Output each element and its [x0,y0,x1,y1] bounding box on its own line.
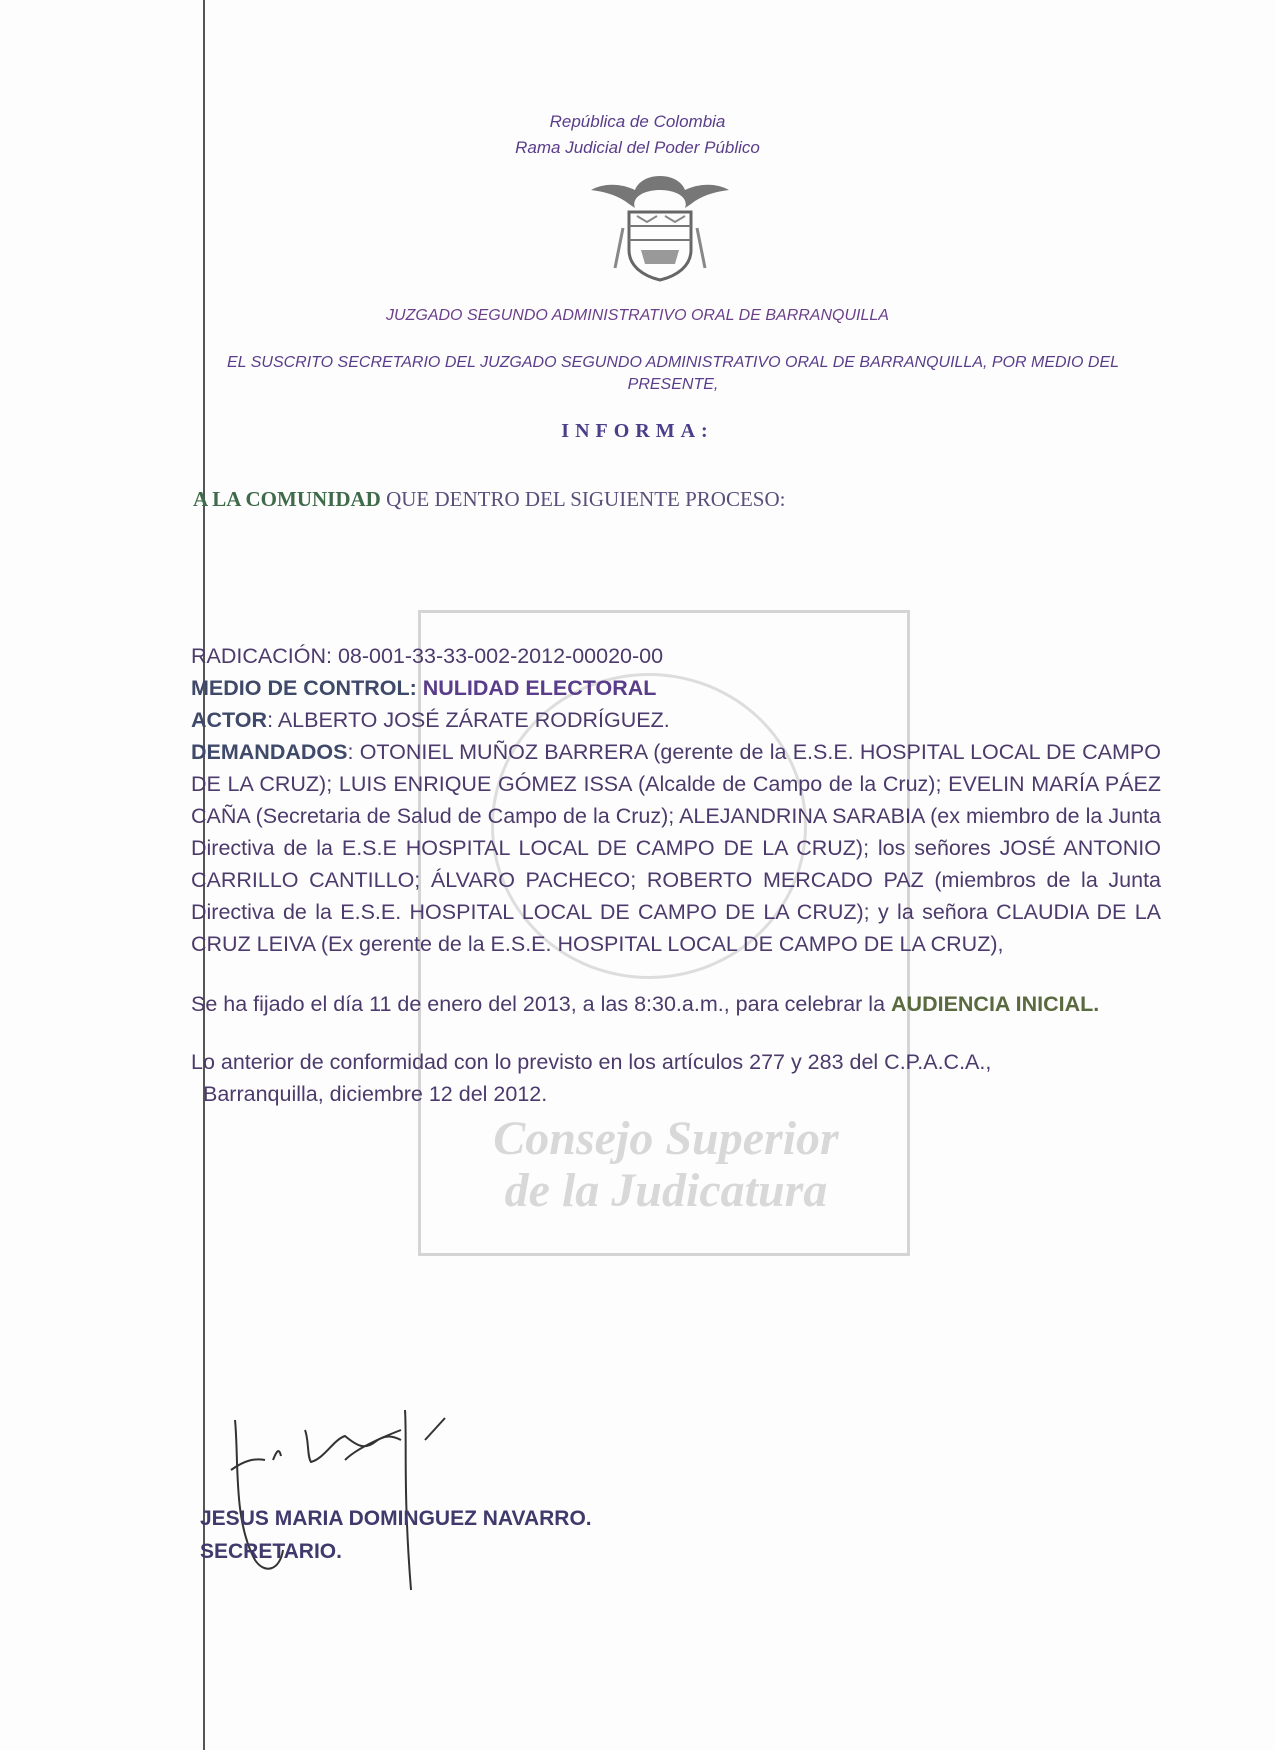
conformidad-paragraph: Lo anterior de conformidad con lo previsto en los artículos 277 y 283 del C.P.A.C.A., [191,1050,992,1074]
medio-value: NULIDAD ELECTORAL [416,676,657,700]
coat-of-arms-icon [585,168,735,283]
signer-block [200,1502,592,1568]
audiencia-text: Se ha fijado el día 11 de enero del 2013, a las 8:30.a.m., para celebrar la [191,992,892,1016]
demandados-label: DEMANDADOS [191,740,348,764]
radicacion-label: RADICACIÓN: [191,644,332,668]
radicacion-line [191,640,1161,672]
date-line: Barranquilla, diciembre 12 del 2012. [203,1082,548,1106]
medio-label: MEDIO DE CONTROL: [191,676,417,700]
intro-line [193,487,785,512]
actor-label: ACTOR [191,708,268,732]
court-name: JUZGADO SEGUNDO ADMINISTRATIVO ORAL DE BARRANQUILLA [386,307,889,324]
signer-title: SECRETARIO. [200,1540,342,1563]
audiencia-paragraph [191,988,1161,1020]
medio-control-line [191,672,1161,704]
process-body [191,640,1161,1110]
signer-name: JESUS MARIA DOMINGUEZ NAVARRO. [200,1507,592,1530]
demandados-paragraph [191,736,1161,960]
audiencia-bold: AUDIENCIA INICIAL. [891,992,1100,1016]
actor-value: : ALBERTO JOSÉ ZÁRATE RODRÍGUEZ. [267,708,670,732]
subscriber-statement: EL SUSCRITO SECRETARIO DEL JUZGADO SEGUNDO ADMINISTRATIVO ORAL DE BARRANQUILLA, POR MEDIO DEL PRESENTE, [226,354,1120,393]
header-branch: Rama Judicial del Poder Público [515,138,760,157]
informa-heading: INFORMA: [561,420,714,442]
actor-line [191,704,1161,736]
intro-bold: A LA COMUNIDAD [193,487,381,511]
header-republic: República de Colombia [549,112,726,131]
intro-rest: QUE DENTRO DEL SIGUIENTE PROCESO: [380,487,786,511]
stamp-text: Consejo Superior de la Judicatura [493,1112,839,1217]
radicacion-value: 08-001-33-33-002-2012-00020-00 [331,644,664,668]
demandados-value: : OTONIEL MUÑOZ BARRERA (gerente de la E.S.E. HOSPITAL LOCAL DE CAMPO DE LA CRUZ); LUIS ENRIQUE GÓMEZ ISSA (Alcalde de Campo de la Cruz); EVELIN MARÍA PÁEZ CAÑA (Secretaria de Salud de Campo de la Cruz); ALEJANDRINA SARABIA (ex miembro de la Junta Directiva de la E.S.E HOSPITAL LOCAL DE CAMPO DE LA CRUZ); los señores JOSÉ ANTONIO CARRILLO CANTILLO; ÁLVARO PACHECO; ROBERTO MERCADO PAZ (miembros de la Junta Directiva de la E.S.E. HOSPITAL LOCAL DE CAMPO DE LA CRUZ); y la señora CLAUDIA DE LA CRUZ LEIVA (Ex gerente de la E.S.E. HOSPITAL LOCAL DE CAMPO DE LA CRUZ), [191,740,1161,956]
